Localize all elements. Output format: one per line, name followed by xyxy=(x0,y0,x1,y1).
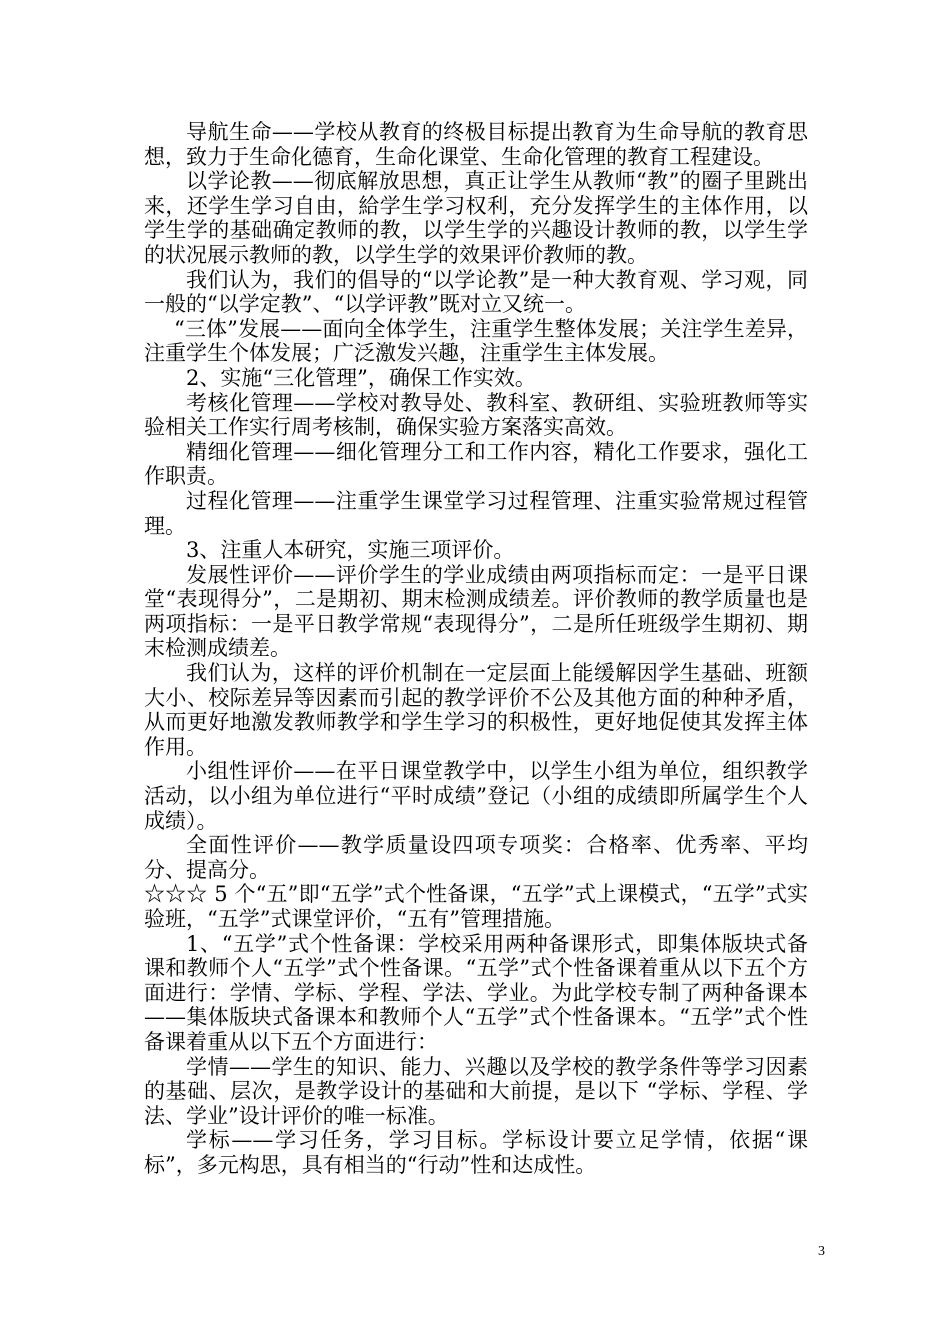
paragraph-15: 1、“五学”式个性备课：学校采用两种备课形式，即集体版块式备课和教师个人“五学”式个性备课。“五学”式个性备课着重从以下五个方面进行：学情、学标、学程、学法、学业。为此学校专制了两种备课本——集体版块式备课本和教师个人“五学”式个性备课本。“五学”式个性备课着重从以下五个方面进行： xyxy=(144,931,808,1054)
document-body xyxy=(144,120,808,1178)
paragraph-9: 3、注重人本研究，实施三项评价。 xyxy=(186,538,515,563)
paragraph-3: 我们认为，我们的倡导的“以学论教”是一种大教育观、学习观，同一般的“以学定教”、“以学评教”既对立又统一。 xyxy=(144,267,808,317)
paragraph-7: 精细化管理——细化管理分工和工作内容，精化工作要求，强化工作职责。 xyxy=(144,439,808,489)
paragraph-2: 以学论教——彻底解放思想，真正让学生从教师“教”的圈子里跳出来，还学生学习自由，給学生学习权利，充分发挥学生的主体作用，以学生学的基础确定教师的教，以学生学的兴趣设计教师的教，以学生学的状况展示教师的教，以学生学的效果评价教师的教。 xyxy=(144,169,808,267)
paragraph-13: 全面性评价——教学质量设四项专项奖：合格率、优秀率、平均分、提高分。 xyxy=(144,833,808,882)
paragraph-12: 小组性评价——在平日课堂教学中，以学生小组为单位，组织教学活动，以小组为单位进行“平时成绩”登记（小组的成绩即所属学生个人成绩）。 xyxy=(144,759,808,833)
paragraph-17: 学标——学习任务，学习目标。学标设计要立足学情，依据“课标”，多元构思，具有相当的“行动”性和达成性。 xyxy=(144,1128,808,1177)
paragraph-1: 导航生命——学校从教育的终极目标提出教育为生命导航的教育思想，致力于生命化德育，生命化课堂、生命化管理的教育工程建设。 xyxy=(144,120,808,169)
paragraph-11: 我们认为，这样的评价机制在一定层面上能缓解因学生基础、班额大小、校际差异等因素而引起的教学评价不公及其他方面的种种矛盾，从而更好地激发教师教学和学生学习的积极性，更好地促使其发挥主体作用。 xyxy=(144,661,808,759)
paragraph-4: “三体”发展——面向全体学生，注重学生整体发展；关注学生差异，注重学生个体发展；广泛激发兴趣，注重学生主体发展。 xyxy=(144,316,808,366)
paragraph-8: 过程化管理——注重学生课堂学习过程管理、注重实验常规过程管理。 xyxy=(144,488,808,538)
paragraph-10: 发展性评价——评价学生的学业成绩由两项指标而定：一是平日课堂“表现得分”，二是期初、期末检测成绩差。评价教师的教学质量也是两项指标：一是平日教学常规“表现得分”，二是所任班级学生期初、期末检测成绩差。 xyxy=(144,562,808,661)
page-number: 3 xyxy=(818,1244,825,1259)
paragraph-16: 学情——学生的知识、能力、兴趣以及学校的教学条件等学习因素的基础、层次，是教学设计的基础和大前提，是以下 “学标、学程、学法、学业”设计评价的唯一标准。 xyxy=(144,1054,808,1128)
paragraph-14: ☆☆☆ 5 个“五”即“五学”式个性备课，“五学”式上课模式，“五学”式实验班，“五学”式课堂评价，“五有”管理措施。 xyxy=(144,882,808,931)
paragraph-5: 2、实施“三化管理”，确保工作实效。 xyxy=(186,365,536,390)
paragraph-6: 考核化管理——学校对教导处、教科室、教研组、实验班教师等实验相关工作实行周考核制，确保实验方案落实高效。 xyxy=(144,390,808,440)
